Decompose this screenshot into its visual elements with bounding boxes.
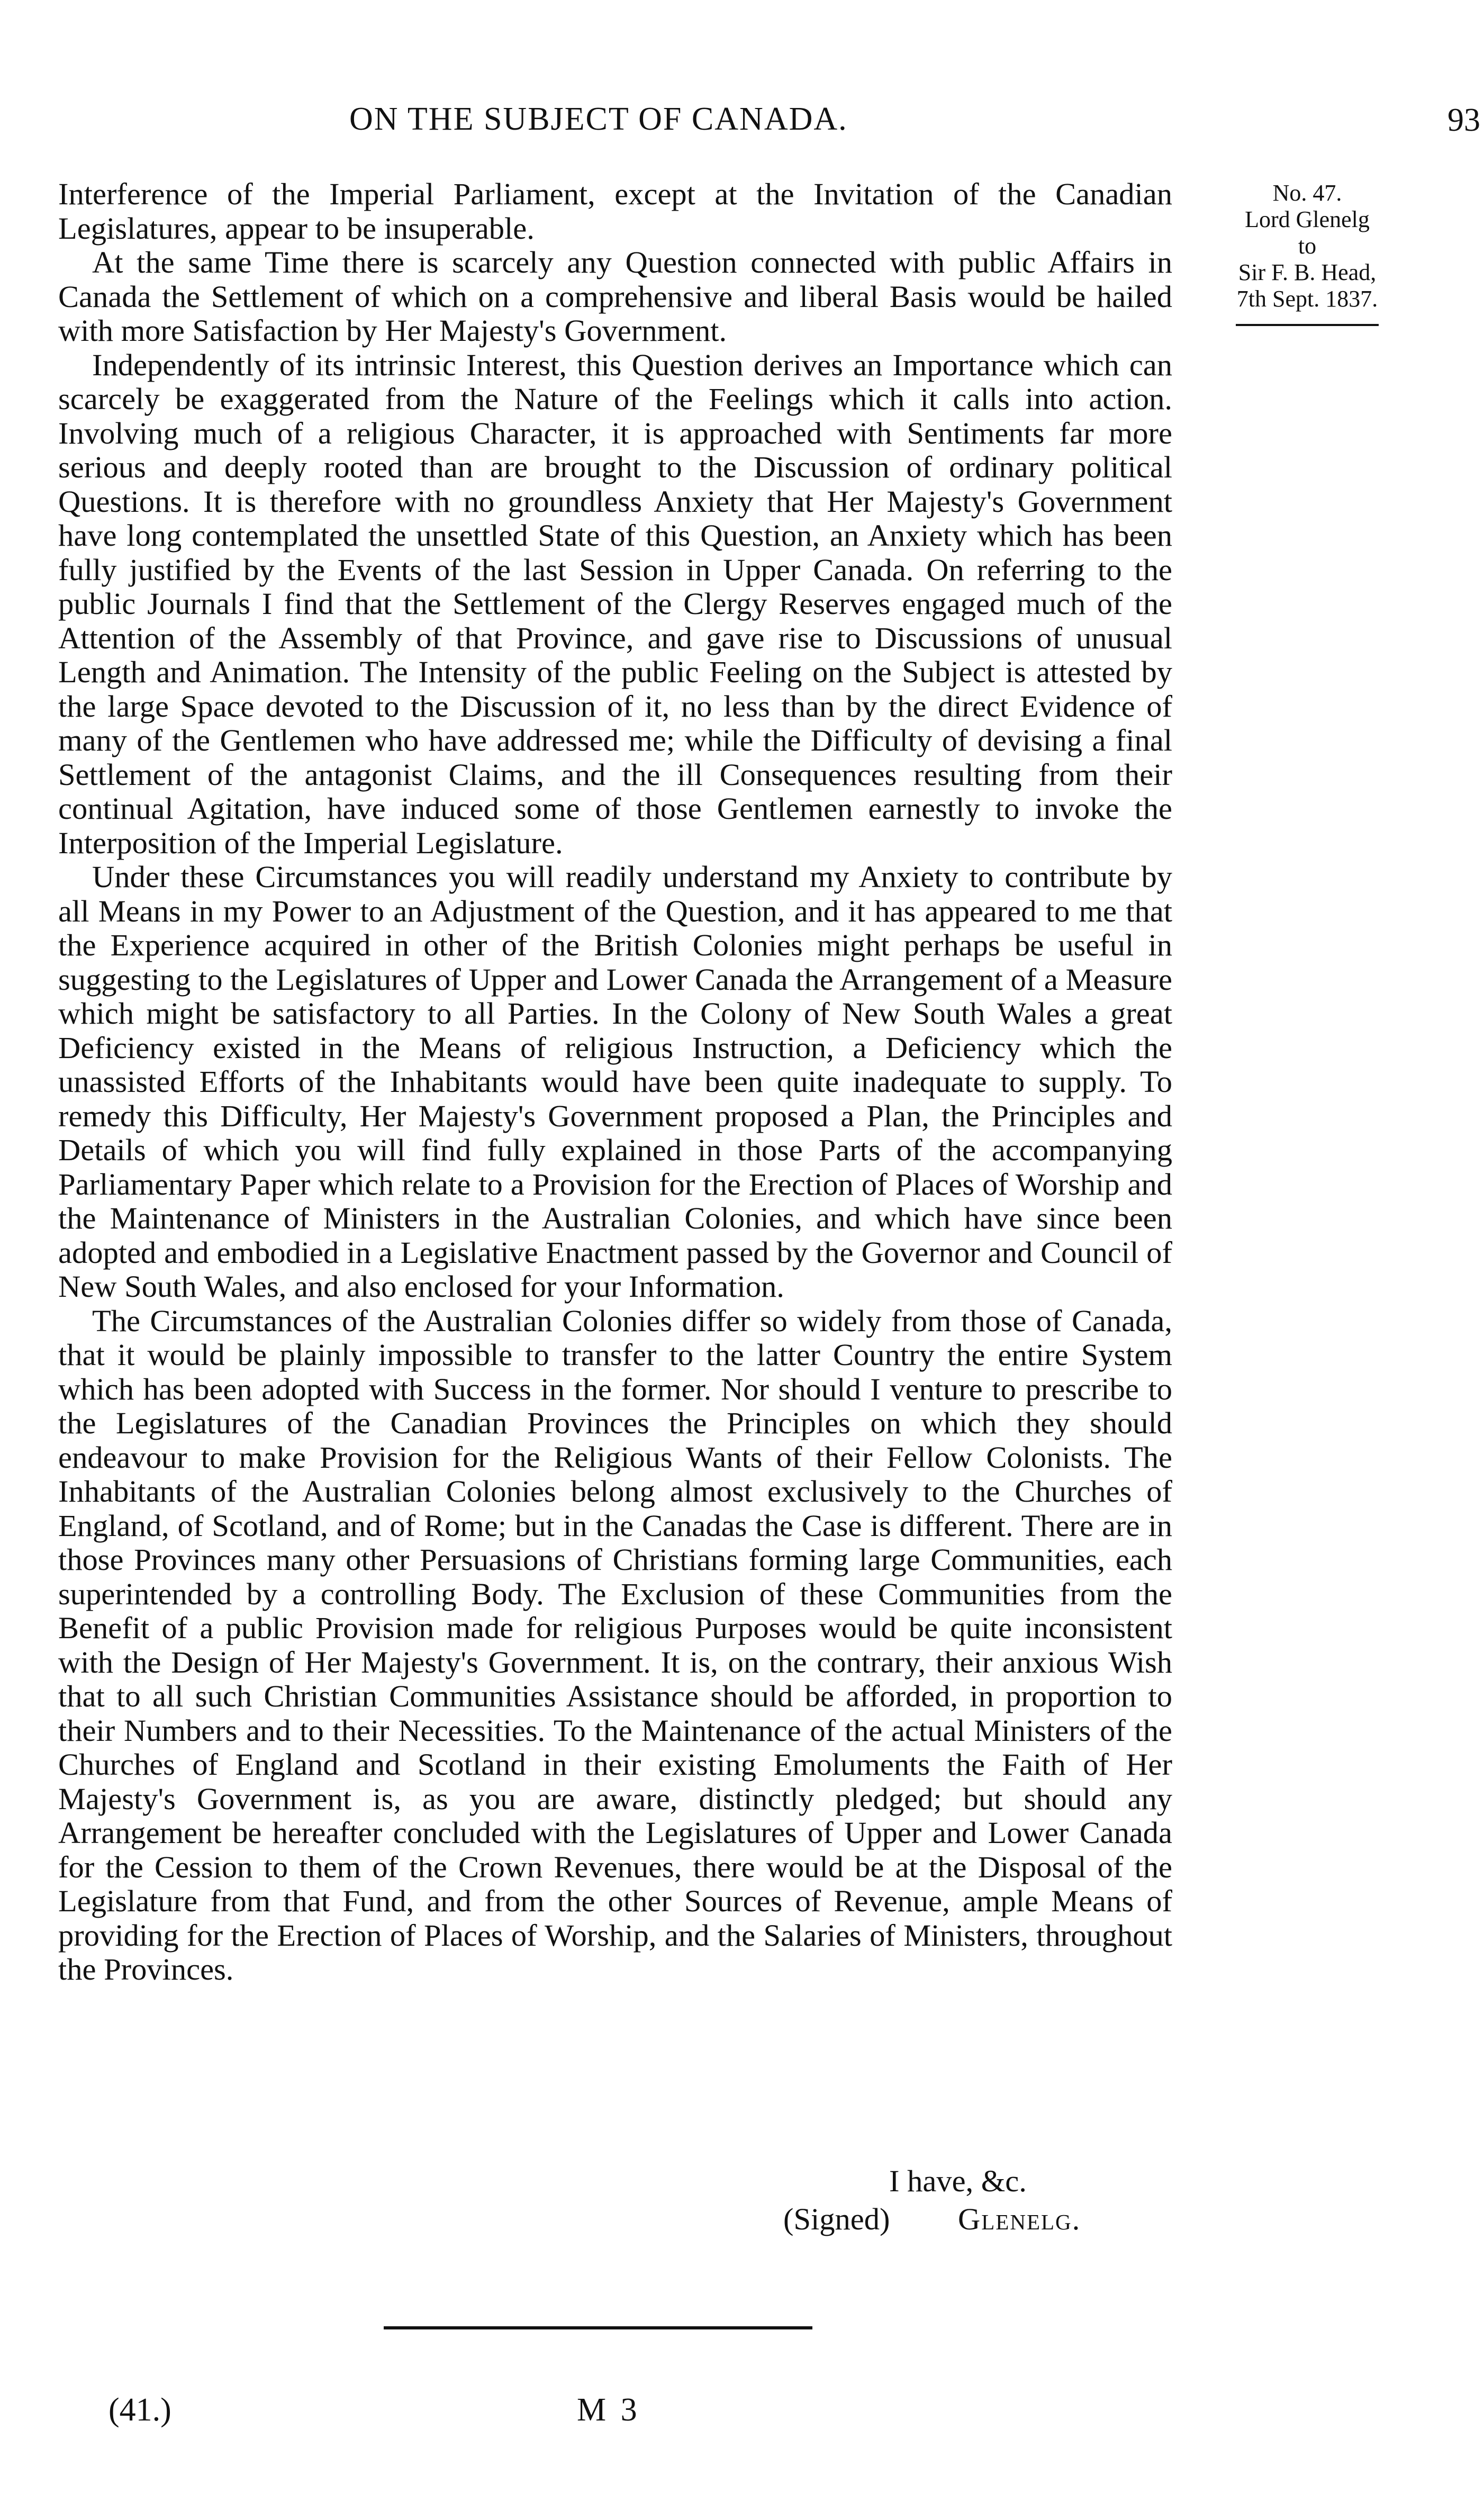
paragraph-continuation: Interference of the Imperial Parliament, except at the Invitation of the Canadian Legislatures, appear to be insuperable. bbox=[58, 177, 1172, 246]
signer-name: Glenelg. bbox=[958, 2202, 1081, 2236]
paragraph: The Circumstances of the Australian Colonies differ so widely from those of Canada, that it would be plainly impossible to transfer to the latter Country the entire System which has been adopted with Success in the former. Nor should I venture to prescribe to the Legislatures of the Canadian Provinces the Principles on which they should endeavour to make Provision for the Religious Wants of their Fellow Colonists. The Inhabitants of the Australian Colonies belong almost exclusively to the Churches of England, of Scotland, and of Rome; but in the Canadas the Case is different. There are in those Provinces many other Persuasions of Christians forming large Communities, each superintended by a controlling Body. The Exclusion of these Communities from the Benefit of a public Provision made for religious Purposes would be quite inconsistent with the Design of Her Majesty's Government. It is, on the contrary, their anxious Wish that to all such Christian Communities Assistance should be afforded, in proportion to their Numbers and to their Necessities. To the Maintenance of the actual Ministers of the Churches of England and Scotland in their existing Emoluments the Faith of Her Majesty's Government is, as you are aware, distinctly pledged; but should any Arrangement be hereafter concluded with the Legislatures of Upper and Lower Canada for the Cession to them of the Crown Revenues, there would be at the Disposal of the Legislature from that Fund, and from the other Sources of Revenue, ample Means of providing for the Erection of Places of Worship, and the Salaries of Ministers, throughout the Provinces. bbox=[58, 1303, 1172, 1986]
closing-salutation: I have, &c. bbox=[889, 2164, 1027, 2198]
signature-line bbox=[783, 2200, 1207, 2238]
paragraph: At the same Time there is scarcely any Question connected with public Affairs in Canada the Settlement of which on a comprehensive and liberal Basis would be hailed with more Satisfaction by Her Majesty's Government. bbox=[58, 245, 1172, 348]
margin-note-to: to bbox=[1298, 233, 1317, 259]
closing-rule bbox=[384, 2326, 812, 2329]
margin-note bbox=[1191, 180, 1424, 326]
paragraph: Independently of its intrinsic Interest, this Question derives an Importance which can scarcely be exaggerated from the Nature of the Feelings which it calls into action. Involving much of a religious Character, it is approached with Sentiments far more serious and deeply rooted than are brought to the Discussion of ordinary political Questions. It is therefore with no groundless Anxiety that Her Majesty's Government have long contemplated the unsettled State of this Question, an Anxiety which has been fully justified by the Events of the last Session in Upper Canada. On referring to the public Journals I find that the Settlement of the Clergy Reserves engaged much of the Attention of the Assembly of that Province, and gave rise to Discussions of unusual Length and Animation. The Intensity of the public Feeling on the Subject is attested by the large Space devoted to the Discussion of it, no less than by the direct Evidence of many of the Gentlemen who have addressed me; while the Difficulty of devising a final Settlement of the antagonist Claims, and the ill Consequences resulting from their continual Agitation, have induced some of those Gentlemen earnestly to invoke the Interposition of the Imperial Legislature. bbox=[58, 347, 1172, 860]
footer-signature-mark: M 3 bbox=[577, 2392, 640, 2428]
page-number: 93 bbox=[1447, 102, 1480, 138]
running-head: ON THE SUBJECT OF CANADA. bbox=[349, 101, 848, 137]
margin-note-number: No. 47. bbox=[1272, 180, 1342, 206]
margin-note-recipient: Sir F. B. Head, bbox=[1238, 259, 1377, 285]
footer-sheet-number: (41.) bbox=[108, 2392, 171, 2428]
margin-note-rule bbox=[1236, 324, 1379, 326]
margin-note-from: Lord Glenelg bbox=[1245, 206, 1370, 232]
paragraph: Under these Circumstances you will readily understand my Anxiety to contribute by all Means in my Power to an Adjustment of the Question, and it has appeared to me that the Experience acquired in other of the British Colonies might perhaps be useful in suggesting to the Legislatures of Upper and Lower Canada the Arrangement of a Measure which might be satisfactory to all Parties. In the Colony of New South Wales a great Deficiency existed in the Means of religious Instruction, a Deficiency which the unassisted Efforts of the Inhabitants would have been quite inadequate to supply. To remedy this Difficulty, Her Majesty's Government proposed a Plan, the Principles and Details of which you will find fully explained in those Parts of the accompanying Parliamentary Paper which relate to a Provision for the Erection of Places of Worship and the Maintenance of Ministers in the Australian Colonies, and which have since been adopted and embodied in a Legislative Enactment passed by the Governor and Council of New South Wales, and also enclosed for your Information. bbox=[58, 860, 1172, 1304]
margin-note-date: 7th Sept. 1837. bbox=[1236, 286, 1378, 312]
letter-body bbox=[58, 177, 1172, 1987]
signed-label: (Signed) bbox=[783, 2202, 890, 2236]
closing-block bbox=[783, 2162, 1207, 2238]
